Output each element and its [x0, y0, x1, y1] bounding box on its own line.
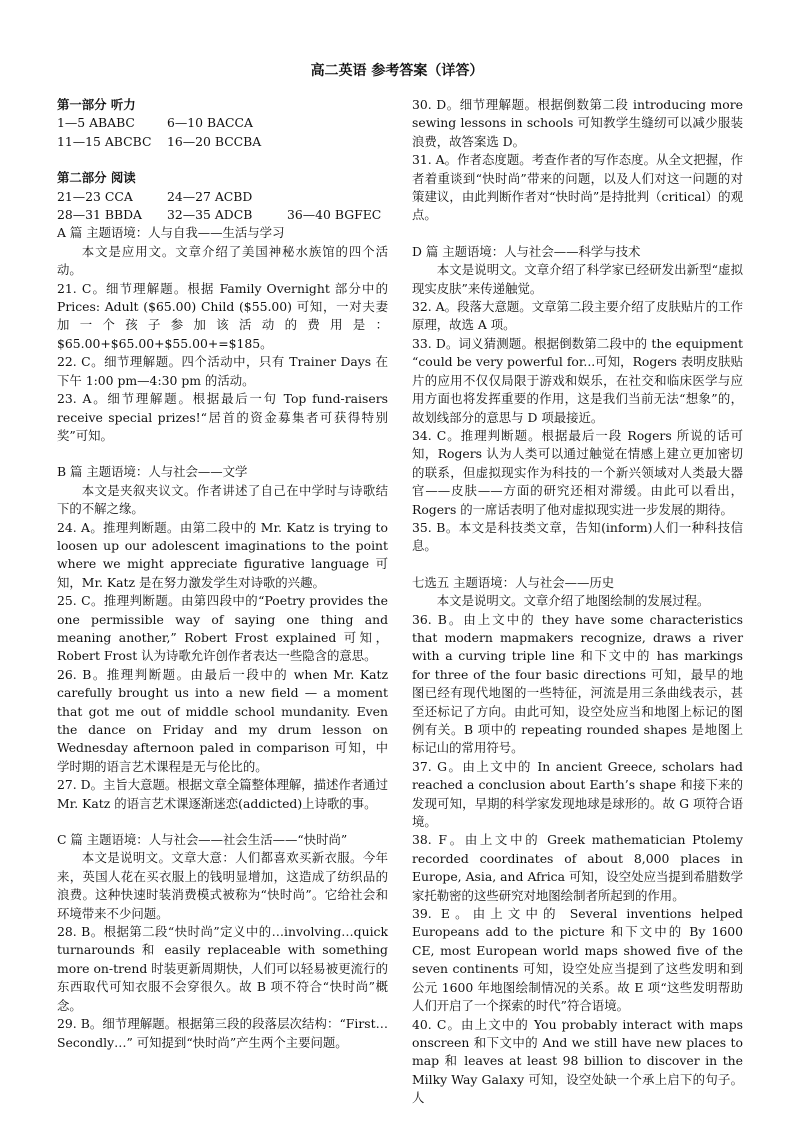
section-b-intro: 本文是夹叙夹议文。作者讲述了自己在中学时与诗歌结下的不解之缘。 — [57, 482, 388, 517]
answer-36: 36. B。由上文中的 they have some characteristics that modern mapmakers recognize, draws a river with a curving triple line 和下文中的 has markings for three of the four basic directions 可知，最早的地图已经有现代地图的一些特征，河流是用三条曲线表示，甚至还标记了方向。由此可知，设空处应当和地图上标记的图例有关。B 项中的 repeating rounded shapes 是地图上标记山的常用符号。 — [412, 611, 743, 756]
answer-35: 35. B。本文是科技类文章，告知(inform)人们一种科技信息。 — [412, 519, 743, 554]
section-b-theme: B 篇 主题语境：人与社会——文学 — [57, 464, 248, 480]
answer-range: 28—31 BBDA — [57, 207, 142, 223]
section-c-theme: C 篇 主题语境：人与社会——社会生活——“快时尚” — [57, 832, 348, 848]
answer-28: 28. B。根据第二段“快时尚”定义中的…involving…quick turnarounds 和 easily replaceable with something more on-trend 时装更新周期快，人们可以轻易被更流行的东西取代可知衣服不会穿很久。故 B 项不符合“快时尚”概念。 — [57, 924, 388, 1013]
answer-27: 27. D。主旨大意题。根据文章全篇整体理解，描述作者通过 Mr. Katz 的语言艺术课逐渐迷恋(addicted)上诗歌的事。 — [57, 777, 388, 811]
answer-38: 38. F。由上文中的 Greek mathematician Ptolemy recorded coordinates of about 8,000 places in Europe, Asia, and Africa 可知，设空处应当提到希腊数学家托勒密的这些研究对地图绘制者所起到的作用。 — [412, 832, 743, 903]
listening-row — [57, 114, 388, 132]
answer-32: 32. A。段落大意题。文章第二段主要介绍了皮肤贴片的工作原理，故选 A 项。 — [412, 299, 743, 333]
answer-23: 23. A。细节理解题。根据最后一句 Top fund-raisers receive special prizes!“居首的资金募集者可获得特别奖”可知。 — [57, 391, 388, 443]
section-a-theme: A 篇 主题语境：人与自我——生活与学习 — [57, 225, 285, 241]
answer-26: 26. B。推理判断题。由最后一段中的 when Mr. Katz carefully brought us into a new field — a moment that got me out of middle school mundanity. Even the dance on Friday and my drum lesson on Wednesday afternoon paled in comparison 可知，中学时期的语言艺术课程是无与伦比的。 — [57, 666, 388, 774]
answer-range: 6—10 BACCA — [167, 115, 253, 131]
section-d-intro: 本文是说明文。文章介绍了科学家已经研发出新型“虚拟现实皮肤”来传递触觉。 — [412, 262, 743, 296]
reading-row — [57, 188, 388, 206]
answer-range: 1—5 ABABC — [57, 115, 135, 131]
answer-25: 25. C。推理判断题。由第四段中的“Poetry provides the one permissible way of saying one thing and meaning another,” Robert Frost explained 可知，Robert Frost 认为诗歌允许创作者表达一些隐含的意思。 — [57, 593, 388, 664]
reading-row — [57, 206, 388, 224]
left-column — [57, 96, 388, 1052]
right-column — [412, 96, 743, 1108]
answer-range: 32—35 ADCB — [167, 207, 253, 223]
section-c-intro: 本文是说明文。文章大意：人们都喜欢买新衣服。今年来，英国人花在买衣服上的钱明显增加，这造成了纺织品的浪费。这种快速时装消费模式被称为“快时尚”。它给社会和环境带来不少问题。 — [57, 850, 388, 921]
answer-range: 21—23 CCA — [57, 188, 133, 204]
section-seven-choose-five-intro: 本文是说明文。文章介绍了地图绘制的发展过程。 — [436, 593, 710, 609]
page-title: 高二英语 参考答案（详答） — [310, 63, 484, 79]
answer-31: 31. A。作者态度题。考查作者的写作态度。从全文把握，作者着重谈到“快时尚”带来的问题，以及人们对这一问题的对策建议，由此判断作者对“快时尚”是持批判（critical）的观点。 — [412, 152, 743, 223]
answer-37: 37. G。由上文中的 In ancient Greece, scholars had reached a conclusion about Earth’s shape 和接下来的发现可知，早期的科学家发现地球是球形的。故 G 项符合语境。 — [412, 758, 743, 830]
section-seven-choose-five-theme: 七选五 主题语境：人与社会——历史 — [412, 574, 615, 590]
section-a-intro: 本文是应用文。文章介绍了美国神秘水族馆的四个活动。 — [57, 243, 388, 278]
answer-39: 39. E。由上文中的 Several inventions helped Europeans add to the picture 和下文中的 By 1600 CE, most European world maps showed five of the seven continents 可知，设空处应当提到了这些发明和到公元 1600 年地图绘制情况的关系。故 E 项“这些发明帮助人们开启了一个探索的时代”符合语境。 — [412, 906, 743, 1014]
reading-heading: 第二部分 阅读 — [57, 170, 136, 186]
answer-range: 36—40 BGFEC — [287, 207, 382, 223]
answer-range: 16—20 BCCBA — [167, 133, 262, 149]
answer-40: 40. C。由上文中的 You probably interact with maps onscreen 和下文中的 And we still have new places to map 和 leaves at least 98 billion to discover in the Milky Way Galaxy 可知，设空处缺一个承上启下的句子。人 — [412, 1016, 743, 1106]
answer-34: 34. C。推理判断题。根据最后一段 Rogers 所说的话可知，Rogers 认为人类可以通过触觉在情感上建立更加密切的联系，但虚拟现实作为科技的一个新兴领域对人类最大器官——皮肤——方面的研究还相对滞缓。由此可以看出，Rogers 的一席话表明了他对虚拟现实进一步发展的期待。 — [412, 427, 743, 517]
answer-range: 11—15 ABCBC — [57, 133, 152, 149]
answer-29: 29. B。细节理解题。根据第三段的段落层次结构：“First… Secondly…” 可知提到“快时尚”产生两个主要问题。 — [57, 1016, 388, 1050]
answer-21: 21. C。细节理解题。根据 Family Overnight 部分中的 Prices: Adult ($65.00) Child ($55.00) 可知，一对夫妻加一个孩子参加该活动的费用是：$65.00+$65.00+$55.00+=$185。 — [57, 280, 388, 351]
answer-24: 24. A。推理判断题。由第二段中的 Mr. Katz is trying to loosen up our adolescent imaginations to the point where we might appreciate figurative language 可知，Mr. Katz 是在努力激发学生对诗歌的兴趣。 — [57, 519, 388, 590]
answer-30: 30. D。细节理解题。根据倒数第二段 introducing more sewing lessons in schools 可知教学生缝纫可以减少服装浪费，故答案选 D。 — [412, 97, 743, 149]
answer-22: 22. C。细节理解题。四个活动中，只有 Trainer Days 在下午 1:00 pm—4:30 pm 的活动。 — [57, 354, 388, 388]
listening-row — [57, 133, 388, 151]
answer-33: 33. D。词义猜测题。根据倒数第二段中的 the equipment “could be very powerful for...可知，Rogers 表明皮肤贴片的应用不仅仅局限于游戏和娱乐，在社交和临床医学与应用方面也将发挥重要的作用，这是我们当前无法“想象”的，故划线部分的意思与 D 项最接近。 — [412, 335, 743, 425]
section-d-theme: D 篇 主题语境：人与社会——科学与技术 — [412, 243, 641, 259]
answer-range: 24—27 ACBD — [167, 188, 253, 204]
listening-heading: 第一部分 听力 — [57, 97, 136, 112]
